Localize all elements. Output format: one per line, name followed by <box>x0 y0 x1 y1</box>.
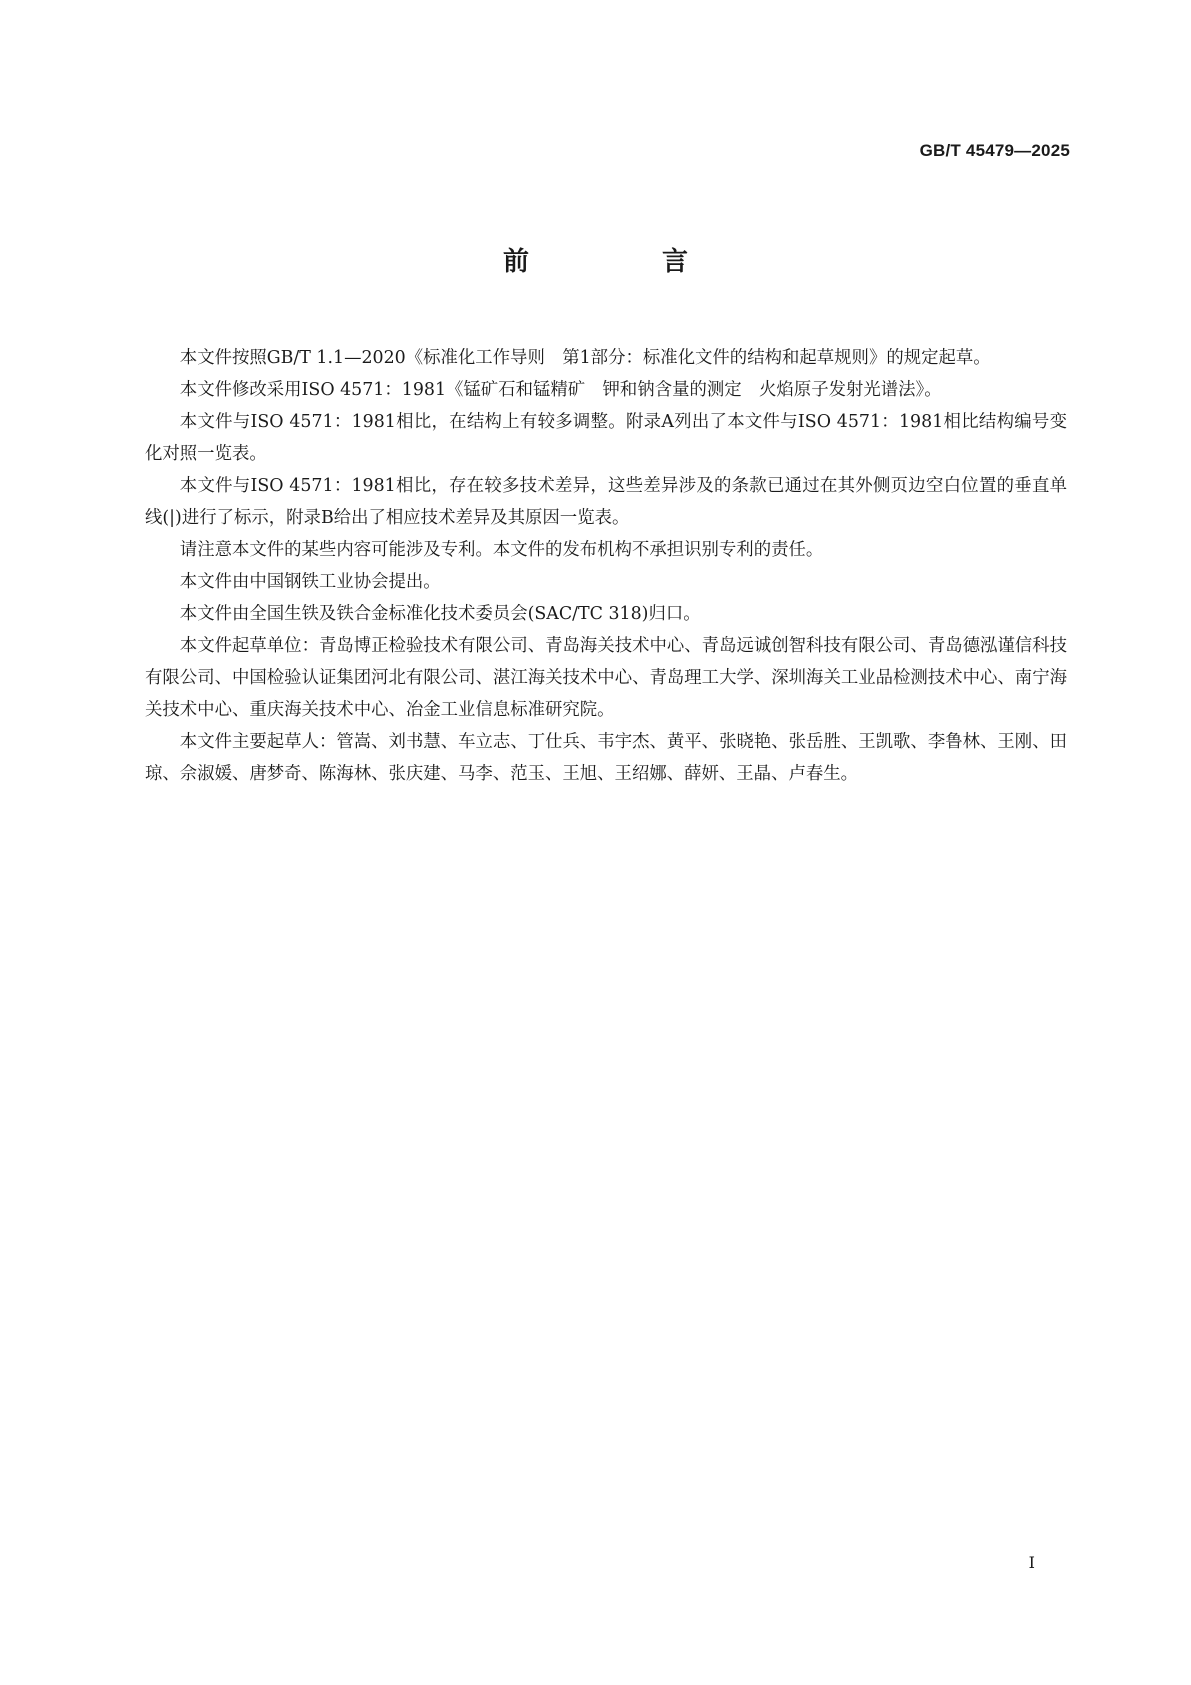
paragraph-centralized-by: 本文件由全国生铁及铁合金标准化技术委员会(SAC/TC 318)归口。 <box>179 604 701 624</box>
paragraph-drafters: 本文件主要起草人：管嵩、刘书慧、车立志、丁仕兵、韦宇杰、黄平、张晓艳、张岳胜、王凯歌、李鲁林、王刚、田琼、佘淑媛、唐梦奇、陈海林、张庆建、马李、范玉、王旭、王绍娜、薛妍、王晶、卢春生。 <box>145 732 1067 784</box>
paragraph-technical-differences: 本文件与ISO 4571：1981相比，存在较多技术差异，这些差异涉及的条款已通过在其外侧页边空白位置的垂直单线(|)进行了标示，附录B给出了相应技术差异及其原因一览表。 <box>145 476 1067 528</box>
paragraph-structure-changes: 本文件与ISO 4571：1981相比，在结构上有较多调整。附录A列出了本文件与ISO 4571：1981相比结构编号变化对照一览表。 <box>145 412 1067 464</box>
paragraph-drafting-rules: 本文件按照GB/T 1.1—2020《标准化工作导则 第1部分：标准化文件的结构和起草规则》的规定起草。 <box>179 348 991 368</box>
page-number: I <box>1028 1553 1035 1572</box>
paragraph-adoption: 本文件修改采用ISO 4571：1981《锰矿石和锰精矿 钾和钠含量的测定 火焰原子发射光谱法》。 <box>179 380 942 400</box>
paragraph-proposer: 本文件由中国钢铁工业协会提出。 <box>179 572 441 592</box>
paragraph-patent-notice: 请注意本文件的某些内容可能涉及专利。本文件的发布机构不承担识别专利的责任。 <box>179 540 824 560</box>
paragraph-drafting-units: 本文件起草单位：青岛博正检验技术有限公司、青岛海关技术中心、青岛远诚创智科技有限公司、青岛德泓谨信科技有限公司、中国检验认证集团河北有限公司、湛江海关技术中心、青岛理工大学、深圳海关工业品检测技术中心、南宁海关技术中心、重庆海关技术中心、冶金工业信息标准研究院。 <box>145 636 1067 720</box>
foreword-body <box>145 342 1067 790</box>
standard-code: GB/T 45479—2025 <box>919 141 1070 160</box>
page-title: 前 言 <box>502 247 751 277</box>
